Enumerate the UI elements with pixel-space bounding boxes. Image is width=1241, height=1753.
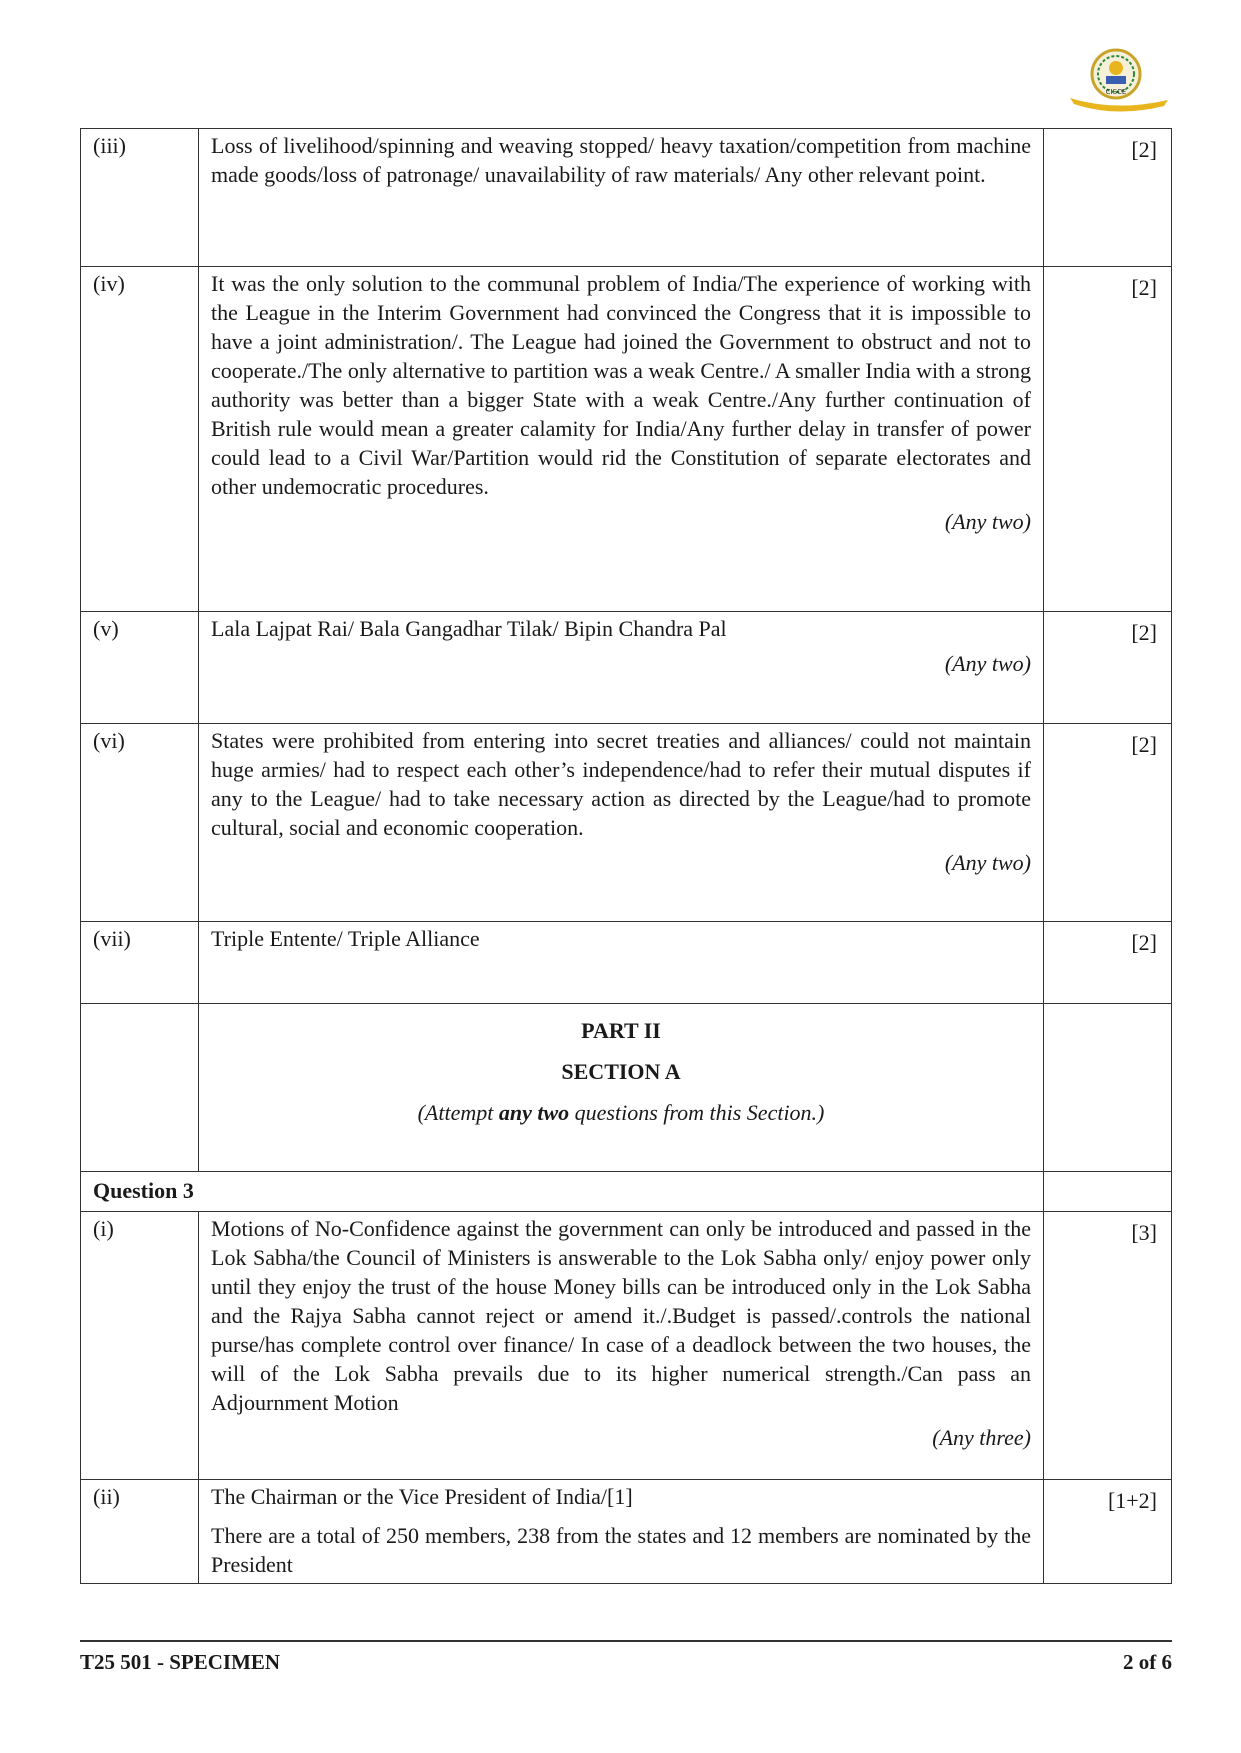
answer-note: (Any two)	[944, 651, 1031, 676]
marks: [2]	[1044, 922, 1172, 1004]
section-header-row	[81, 1004, 1172, 1172]
answer-note: (Any two)	[944, 509, 1031, 534]
paper-code: T25 501 - SPECIMEN	[80, 1650, 281, 1674]
question-number: (ii)	[81, 1480, 199, 1584]
table-row	[81, 129, 1172, 267]
question-number: (iii)	[81, 129, 199, 267]
part-title: PART II	[581, 1018, 661, 1043]
question-number: (i)	[81, 1212, 199, 1480]
cisce-emblem-icon	[1064, 42, 1174, 118]
question-number: (vii)	[81, 922, 199, 1004]
answer-cell	[199, 267, 1044, 612]
answer-cell	[199, 724, 1044, 922]
marks: [2]	[1044, 612, 1172, 724]
question-heading-row	[81, 1172, 1172, 1212]
marks: [1+2]	[1044, 1480, 1172, 1584]
answer-cell	[199, 922, 1044, 1004]
marks: [3]	[1044, 1212, 1172, 1480]
table-row	[81, 922, 1172, 1004]
table-row	[81, 1480, 1172, 1584]
section-header	[199, 1004, 1044, 1172]
answer-cell	[199, 1212, 1044, 1480]
answer-text-continued: There are a total of 250 members, 238 from the states and 12 members are nominated by the President	[211, 1523, 1031, 1577]
question-number: (vi)	[81, 724, 199, 922]
marks: [2]	[1044, 129, 1172, 267]
marking-scheme-table	[80, 128, 1172, 1584]
answer-cell	[199, 1480, 1044, 1584]
answer-text: Lala Lajpat Rai/ Bala Gangadhar Tilak/ Bipin Chandra Pal	[211, 616, 727, 641]
answer-text: Triple Entente/ Triple Alliance	[211, 926, 480, 951]
answer-cell	[199, 612, 1044, 724]
table-row	[81, 267, 1172, 612]
section-title: SECTION A	[561, 1059, 681, 1084]
table-row	[81, 612, 1172, 724]
answer-text: The Chairman or the Vice President of India/[1]	[211, 1484, 633, 1509]
svg-text:CISCE: CISCE	[1105, 88, 1127, 96]
question-number: (v)	[81, 612, 199, 724]
marks: [2]	[1044, 267, 1172, 612]
answer-text: Motions of No-Confidence against the government can only be introduced and passed in the Lok Sabha/the Council of Ministers is answerable to the Lok Sabha only/ enjoy power only until they enjoy the trust of the house Money bills can be introduced only in the Lok Sabha and the Rajya Sabha cannot reject or amend it./.Budget is passed/.controls the national purse/has complete control over finance/ In case of a deadlock between the two houses, the will of the Lok Sabha prevails due to its higher numerical strength./Can pass an Adjournment Motion	[211, 1216, 1031, 1415]
answer-text: States were prohibited from entering into secret treaties and alliances/ could not maintain huge armies/ had to respect each other’s independence/had to refer their mutual disputes if any to the League/ had to take necessary action as directed by the League/had to promote cultural, social and economic cooperation.	[211, 728, 1031, 840]
section-instruction: (Attempt any two questions from this Section.)	[417, 1100, 825, 1125]
answer-text: It was the only solution to the communal problem of India/The experience of working with the League in the Interim Government had convinced the Congress that it is impossible to have a joint administration/. The League had joined the Government to obstruct and not to cooperate./The only alternative to partition was a weak Centre./ A smaller India with a strong authority was better than a bigger State with a weak Centre./Any further continuation of British rule would mean a greater calamity for India/Any further delay in transfer of power could lead to a Civil War/Partition would rid the Constitution of separate electorates and other undemocratic procedures.	[211, 271, 1031, 499]
question-heading: Question 3	[81, 1172, 1044, 1212]
page-footer	[80, 1640, 1172, 1675]
answer-note: (Any three)	[932, 1425, 1031, 1450]
answer-cell	[199, 129, 1044, 267]
answer-text: Loss of livelihood/spinning and weaving stopped/ heavy taxation/competition from machine made goods/loss of patronage/ unavailability of raw materials/ Any other relevant point.	[211, 133, 1031, 187]
marks: [2]	[1044, 724, 1172, 922]
table-row	[81, 724, 1172, 922]
question-number: (iv)	[81, 267, 199, 612]
page-number: 2 of 6	[1123, 1650, 1172, 1674]
answer-note: (Any two)	[944, 850, 1031, 875]
table-row	[81, 1212, 1172, 1480]
